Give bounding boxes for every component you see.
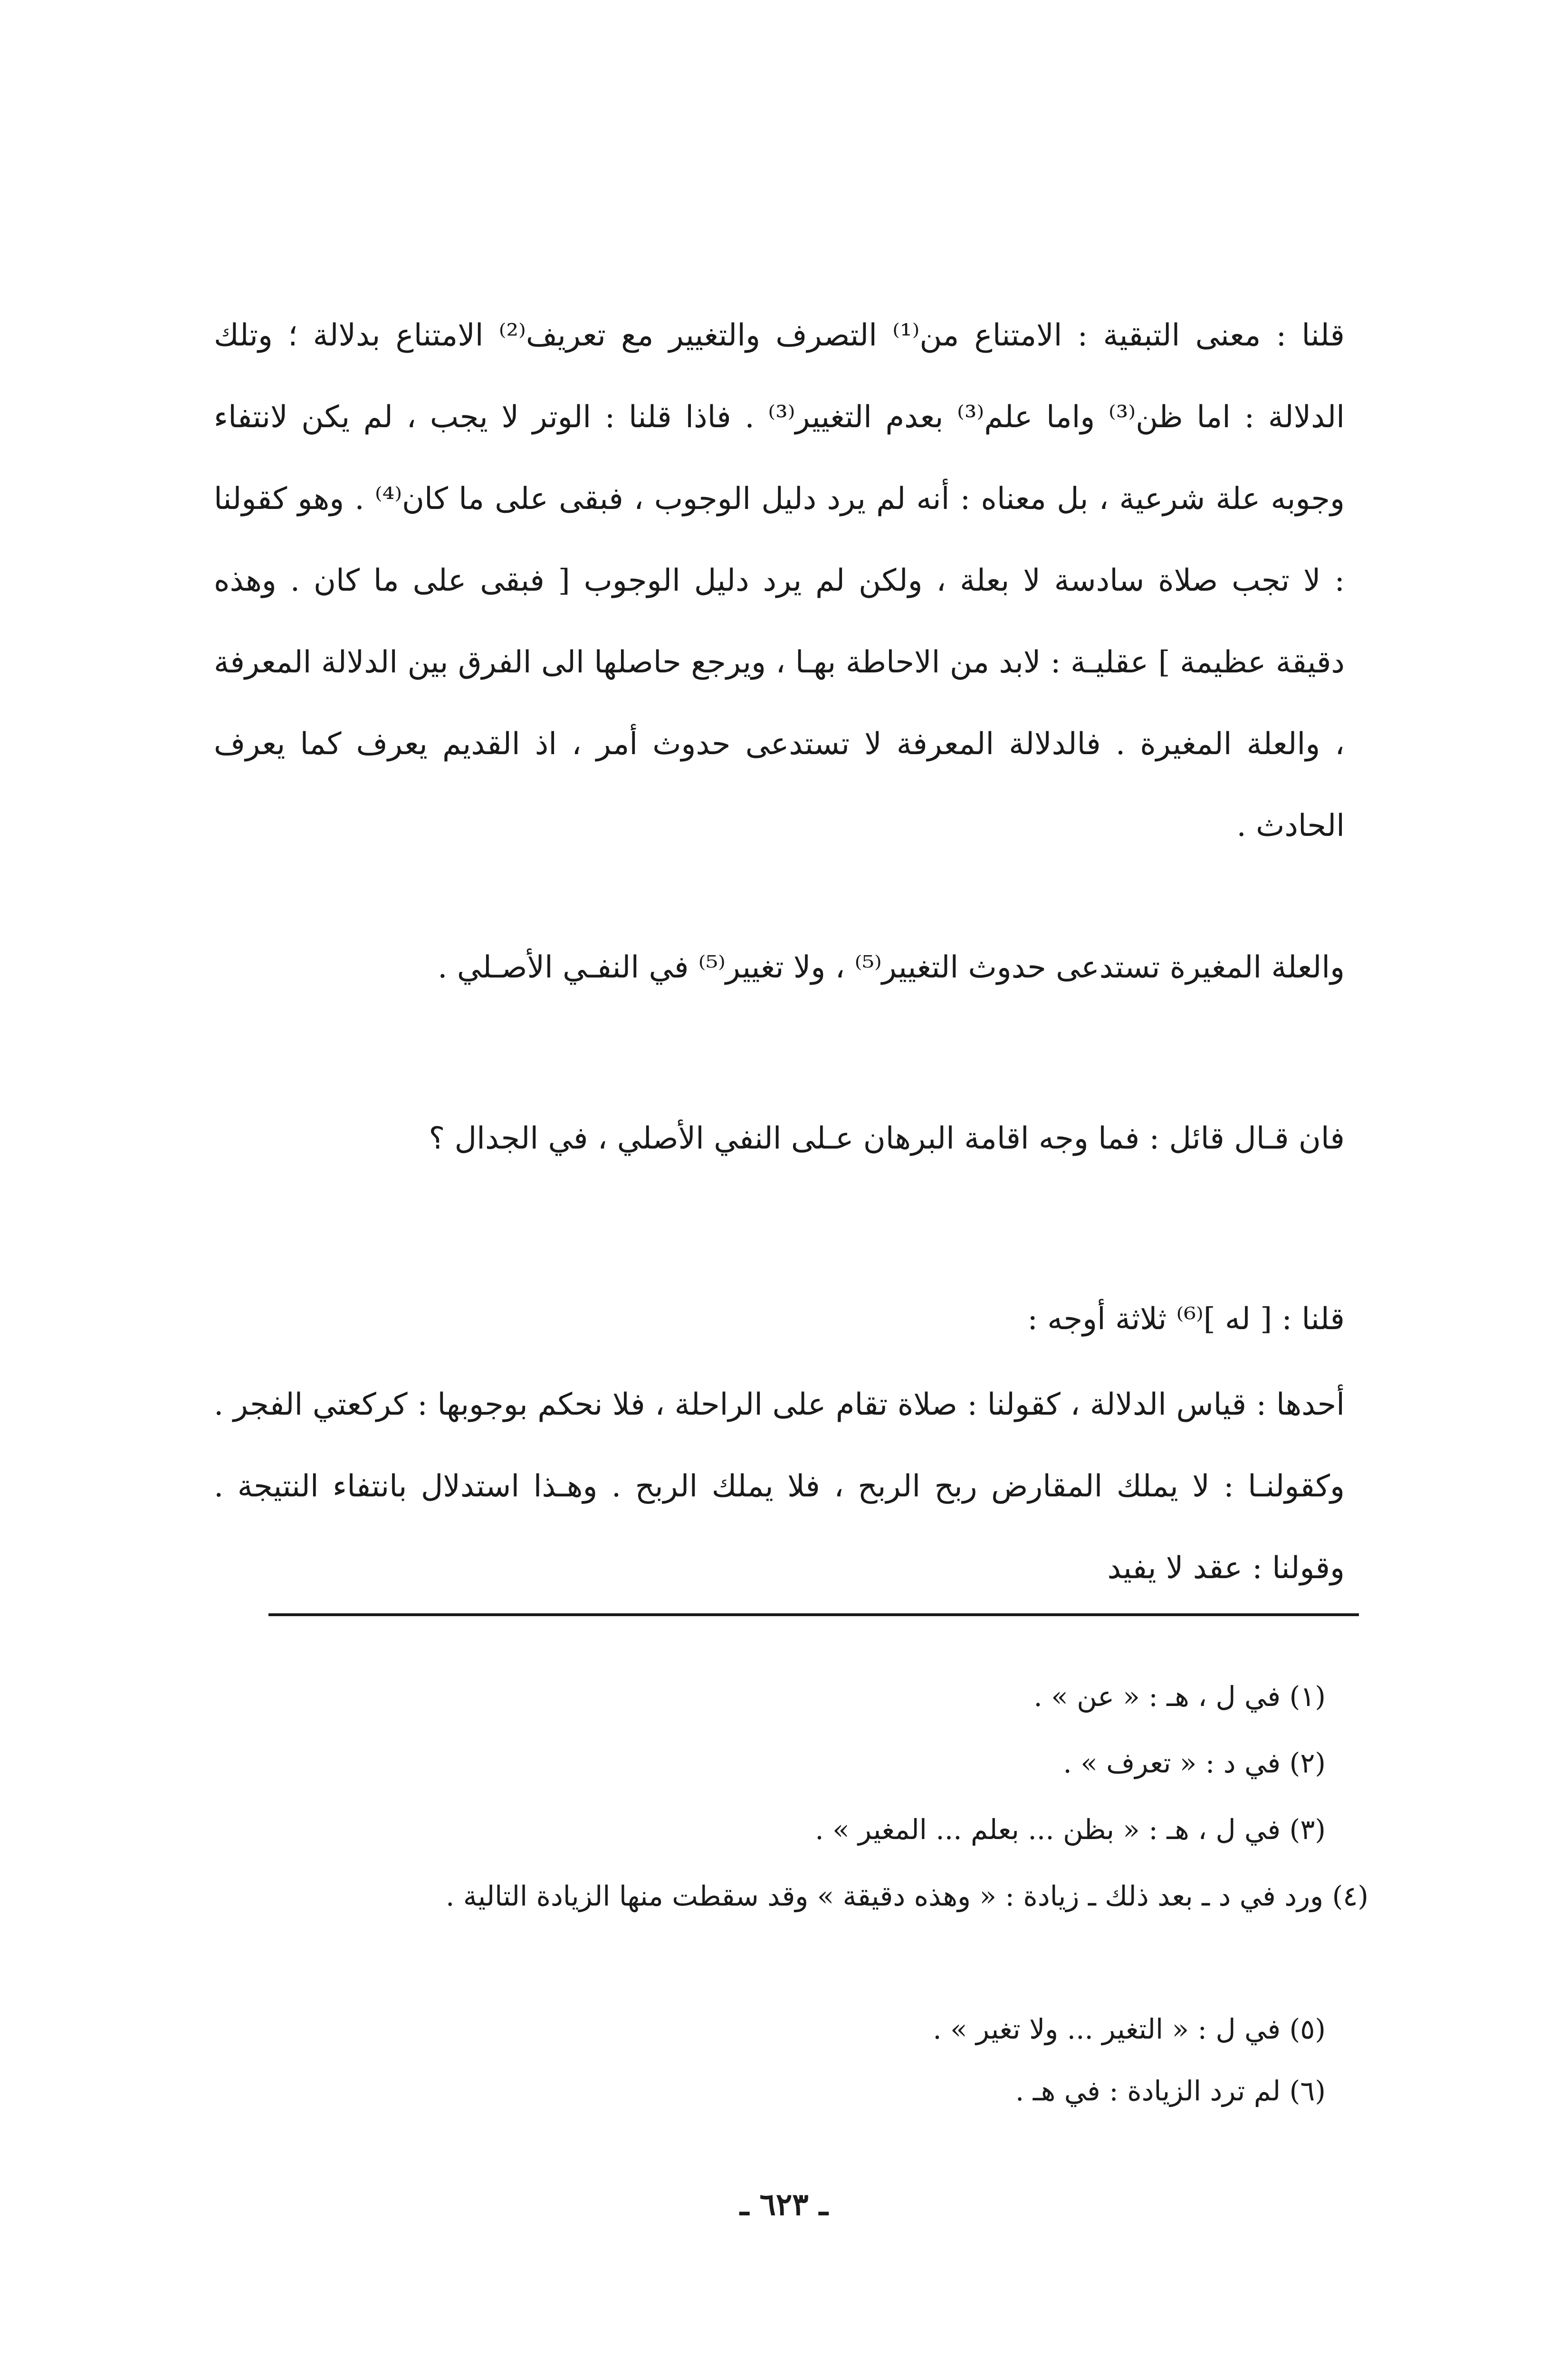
paragraph-three-ways: قلنا : [ له ]⁽⁶⁾ ثلاثة أوجه : (1027, 1302, 1345, 1337)
paragraph-illa-mughayyira: والعلة المغيرة تستدعى حدوث التغيير⁽⁵⁾ ، ولا تغيير⁽⁵⁾ في النفـي الأصـلي . (438, 950, 1345, 985)
paragraph-first-way: أحدها : قياس الدلالة ، كقولنا : صلاة تقام على الراحلة ، فلا نحكم بوجوبها : كركعتي الفجر . وكقولنـا : لا يملك المقارض ربح الربح ، فلا يملك الربح . وهـذا استدلال بانتفاء النتيجة . وقولنا : عقد لا يفيد (214, 1387, 1345, 1586)
paragraph-tabqiya: قلنا : معنى التبقية : الامتناع من⁽¹⁾ التصرف والتغيير مع تعريف⁽²⁾ الامتناع بدلالة ؛ وتلك الدلالة : اما ظن⁽³⁾ واما علم⁽³⁾ بعدم التغيير⁽³⁾ . فاذا قلنا : الوتر لا يجب ، لم يكن لانتفاء وجوبه علة شرعية ، بل معناه : أنه لم يرد دليل الوجوب ، فبقى على ما كان⁽⁴⁾ . وهو كقولنا : لا تجب صلاة سادسة لا بعلة ، ولكن لم يرد دليل الوجوب [ فبقى على ما كان . وهذه دقيقة عظيمة ] عقليـة : لابد من الاحاطة بهـا ، ويرجع حاصلها الى الفرق بين الدلالة المعرفة ، والعلة المغيرة . فالدلالة المعرفة لا تستدعى حدوث أمر ، اذ القديم يعرف كما يعرف الحادث . (214, 318, 1345, 843)
paragraph-question: فان قـال قائل : فما وجه اقامة البرهان عـلى النفي الأصلي ، في الجدال ؟ (429, 1121, 1345, 1156)
footnote-2: (٢) في د : « تعرف » . (1063, 1747, 1326, 1779)
footnote-3: (٣) في ل ، هـ : « بظن ... بعلم ... المغير » . (815, 1813, 1326, 1846)
footnote-1: (١) في ل ، هـ : « عن » . (1033, 1680, 1326, 1713)
footnote-4: (٤) ورد في د ـ بعد ذلك ـ زيادة : « وهذه دقيقة » وقد سقطت منها الزيادة التالية . (446, 1880, 1368, 1912)
footnote-divider (268, 1613, 1359, 1616)
page-number: ـ ٦٢٣ ـ (740, 2187, 828, 2223)
footnote-5: (٥) في ل : « التغير ... ولا تغير » . (933, 2013, 1326, 2045)
footnote-6: (٦) لم ترد الزيادة : في هـ . (1015, 2075, 1326, 2107)
